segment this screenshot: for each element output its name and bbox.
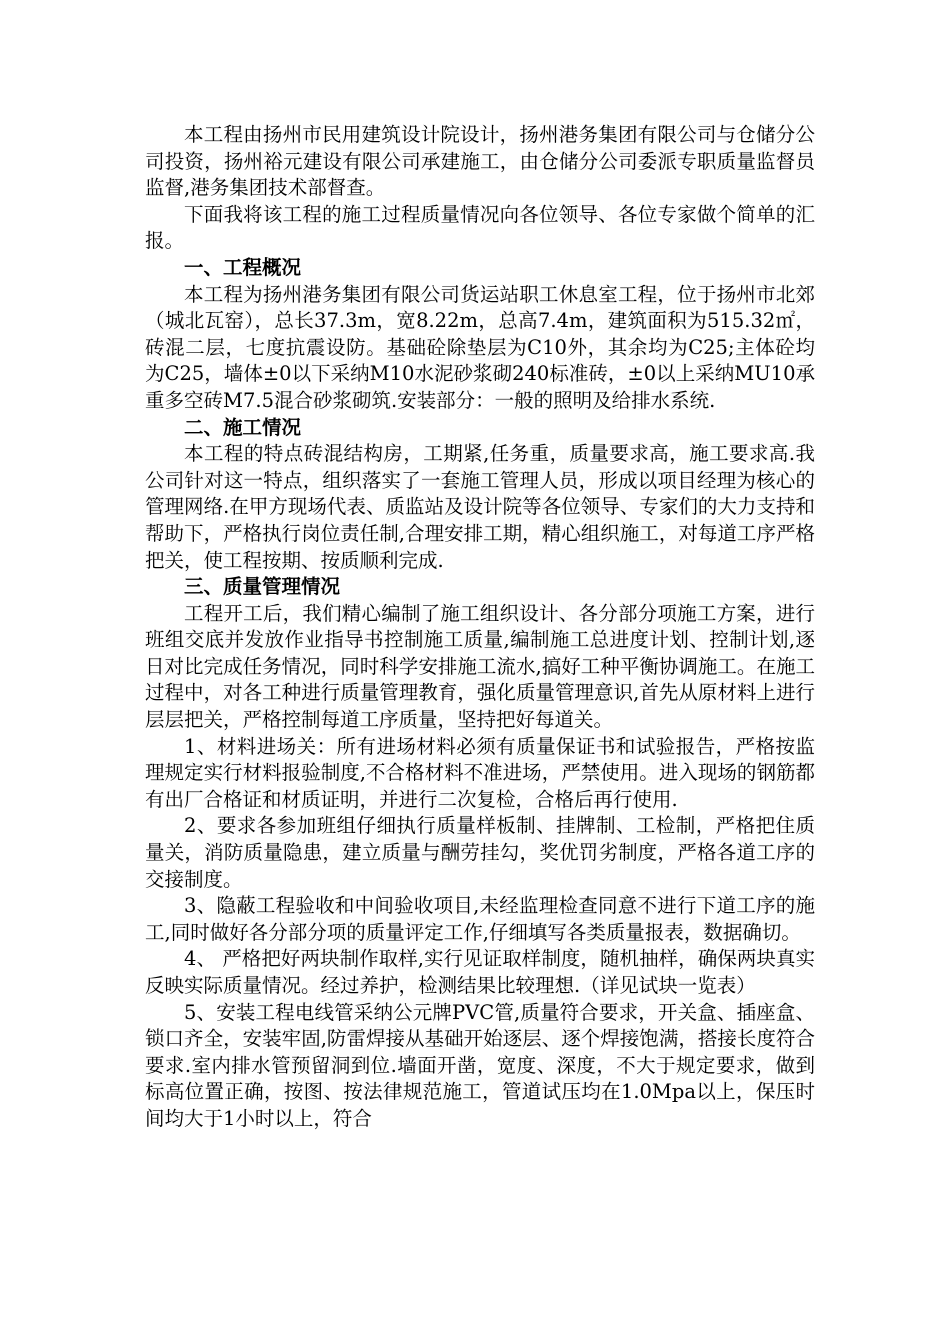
list-item-inspection: 3、隐蔽工程验收和中间验收项目,未经监理检查同意不进行下道工序的施工,同时做好各分部分项的质量评定工作,仔细填写各类质量报表，数据确切。 <box>145 894 815 944</box>
list-item-materials: 1、材料进场关：所有进场材料必须有质量保证书和试验报告，严格按监理规定实行材料报验制度,不合格材料不准进场，严禁使用。进入现场的钢筋都有出厂合格证和材质证明，并进行二次复检，合格后再行使用. <box>145 734 815 811</box>
paragraph-construction: 本工程的特点砖混结构房，工期紧,任务重，质量要求高，施工要求高.我公司针对这一特点，组织落实了一套施工管理人员，形成以项目经理为核心的管理网络.在甲方现场代表、质监站及设计院等各位领导、专家们的大力支持和帮助下，严格执行岗位责任制,合理安排工期，精心组织施工，对每道工序严格把关，使工程按期、按质顺利完成. <box>145 442 815 572</box>
paragraph-quality: 工程开工后，我们精心编制了施工组织设计、各分部分项施工方案，进行班组交底并发放作业指导书控制施工质量,编制施工总进度计划、控制计划,逐日对比完成任务情况，同时科学安排施工流水,搞好工种平衡协调施工。在施工过程中，对各工种进行质量管理教育，强化质量管理意识,首先从原材料上进行层层把关，严格控制每道工序质量，坚持把好每道关。 <box>145 601 815 732</box>
list-item-sampling: 4、 严格把好两块制作取样,实行见证取样制度，随机抽样，确保两块真实反映实际质量情况。经过养护，检测结果比较理想.（详见试块一览表） <box>145 947 815 997</box>
section-heading-quality: 三、质量管理情况 <box>184 575 341 599</box>
section-heading-overview: 一、工程概况 <box>184 255 302 279</box>
list-item-teams: 2、要求各参加班组仔细执行质量样板制、挂牌制、工检制，严格把住质量关，消防质量隐患，建立质量与酬劳挂勾，奖优罚劣制度，严格各道工序的交接制度。 <box>145 814 815 891</box>
paragraph-intro: 本工程由扬州市民用建筑设计院设计，扬州港务集团有限公司与仓储分公司投资，扬州裕元建设有限公司承建施工，由仓储分公司委派专职质量监督员监督,港务集团技术部督查。 <box>145 123 815 200</box>
document-body <box>145 122 815 1133</box>
section-heading-construction: 二、施工情况 <box>184 415 302 439</box>
paragraph-overview: 本工程为扬州港务集团有限公司货运站职工休息室工程，位于扬州市北郊（城北瓦窑），总长37.3m，宽8.22m，总高7.4m，建筑面积为515.32㎡，砖混二层，七度抗震设防。基础砼除垫层为C10外，其余均为C25;主体砼均为C25，墙体±0以下采纳M10水泥砂浆砌240标准砖，±0以上采纳MU10承重多空砖M7.5混合砂浆砌筑.安装部分：一般的照明及给排水系统. <box>145 282 815 412</box>
list-item-installation: 5、安装工程电线管采纳公元牌PVC管,质量符合要求，开关盒、插座盒、锁口齐全，安装牢固,防雷焊接从基础开始逐层、逐个焊接饱满，搭接长度符合要求.室内排水管预留洞到位.墙面开凿，宽度、深度，不大于规定要求，做到标高位置正确，按图、按法律规范施工，管道试压均在1.0Mpa以上，保压时间均大于1小时以上，符合 <box>145 1000 815 1130</box>
paragraph-report-intro: 下面我将该工程的施工过程质量情况向各位领导、各位专家做个简单的汇报。 <box>145 202 815 253</box>
